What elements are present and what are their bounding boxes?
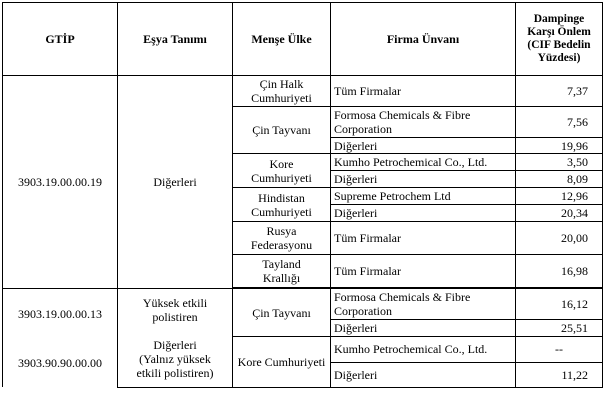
company-cell: Tüm Firmalar — [331, 76, 516, 107]
origin-line: Krallığı — [262, 271, 301, 285]
origin-line: Kore — [269, 156, 294, 171]
origin-cell — [233, 188, 331, 222]
value-cell: 19,96 — [516, 138, 603, 154]
company-cell: Supreme Petrochem Ltd — [331, 188, 516, 205]
company-cell: Diğerleri — [331, 205, 516, 222]
gtip-value: 3903.19.00.00.13 — [18, 307, 102, 321]
origin-line: Cumhuriyeti — [251, 204, 312, 219]
gtip-value: 3903.90.90.00.00 — [18, 356, 102, 370]
origin-cell: Kore Cumhuriyeti — [233, 337, 331, 388]
company-cell: Kumho Petrochemical Co., Ltd. — [331, 337, 516, 363]
table-row — [3, 289, 603, 320]
header-origin: Menşe Ülke — [233, 3, 331, 76]
origin-line: Hindistan — [258, 190, 305, 205]
company-cell — [331, 107, 516, 138]
header-measure-line2: Karşı Önlem — [527, 26, 591, 38]
origin-cell — [233, 154, 331, 188]
origin-line: Cumhuriyeti — [251, 91, 312, 105]
value-cell: 16,98 — [516, 255, 603, 288]
gtip-cell-group2 — [3, 289, 118, 388]
description-line: polistiren — [152, 309, 198, 324]
value-cell: 11,22 — [516, 362, 603, 387]
header-row — [3, 3, 603, 76]
header-measure-line1: Dampinge — [533, 13, 585, 25]
company-line: Corporation — [334, 122, 392, 136]
company-cell: Diğerleri — [331, 138, 516, 154]
value-cell: 8,09 — [516, 171, 603, 188]
anti-dumping-table — [2, 2, 603, 388]
company-cell: Kumho Petrochemical Co., Ltd. — [331, 154, 516, 171]
header-description: Eşya Tanımı — [118, 3, 233, 76]
company-cell: Diğerleri — [331, 171, 516, 188]
header-measure-line3: (CIF Bedelin — [527, 39, 591, 51]
description-cell: Diğerleri — [118, 76, 233, 289]
origin-line: Tayland — [262, 257, 301, 271]
origin-line: Rusya — [266, 224, 297, 238]
description-cell-group2 — [118, 289, 233, 388]
company-cell: Diğerleri — [331, 320, 516, 337]
value-cell: 7,56 — [516, 107, 603, 138]
origin-cell — [233, 255, 331, 288]
value-cell: 12,96 — [516, 188, 603, 205]
description-line: etkili polistiren) — [136, 365, 214, 380]
origin-line: Çin Halk — [259, 77, 304, 91]
description-line: Diğerleri — [153, 337, 197, 352]
origin-line: Federasyonu — [250, 238, 313, 252]
description-line: Yüksek etkili — [142, 295, 208, 310]
company-cell: Tüm Firmalar — [331, 255, 516, 288]
value-cell: 25,51 — [516, 320, 603, 337]
header-gtip: GTİP — [3, 3, 118, 76]
value-cell: 20,00 — [516, 222, 603, 255]
company-line: Corporation — [334, 304, 392, 318]
company-cell — [331, 289, 516, 320]
value-cell: 20,34 — [516, 205, 603, 222]
company-cell: Diğerleri — [331, 362, 516, 387]
table-row — [3, 76, 603, 107]
value-cell: 16,12 — [516, 289, 603, 320]
company-line: Formosa Chemicals & Fibre — [334, 108, 471, 122]
header-measure — [516, 3, 603, 76]
value-cell: -- — [516, 337, 603, 363]
header-measure-line4: Yüzdesi) — [537, 52, 581, 64]
gtip-cell: 3903.19.00.00.19 — [3, 76, 118, 289]
origin-cell: Çin Tayvanı — [233, 107, 331, 154]
value-cell: 7,37 — [516, 76, 603, 107]
header-company: Firma Ünvanı — [331, 3, 516, 76]
company-line: Formosa Chemicals & Fibre — [334, 290, 471, 304]
description-line: (Yalnız yüksek — [139, 351, 211, 366]
value-cell: 3,50 — [516, 154, 603, 171]
origin-cell: Çin Tayvanı — [233, 289, 331, 337]
origin-cell — [233, 222, 331, 255]
origin-cell — [233, 76, 331, 107]
company-cell: Tüm Firmalar — [331, 222, 516, 255]
origin-line: Cumhuriyeti — [251, 170, 312, 185]
